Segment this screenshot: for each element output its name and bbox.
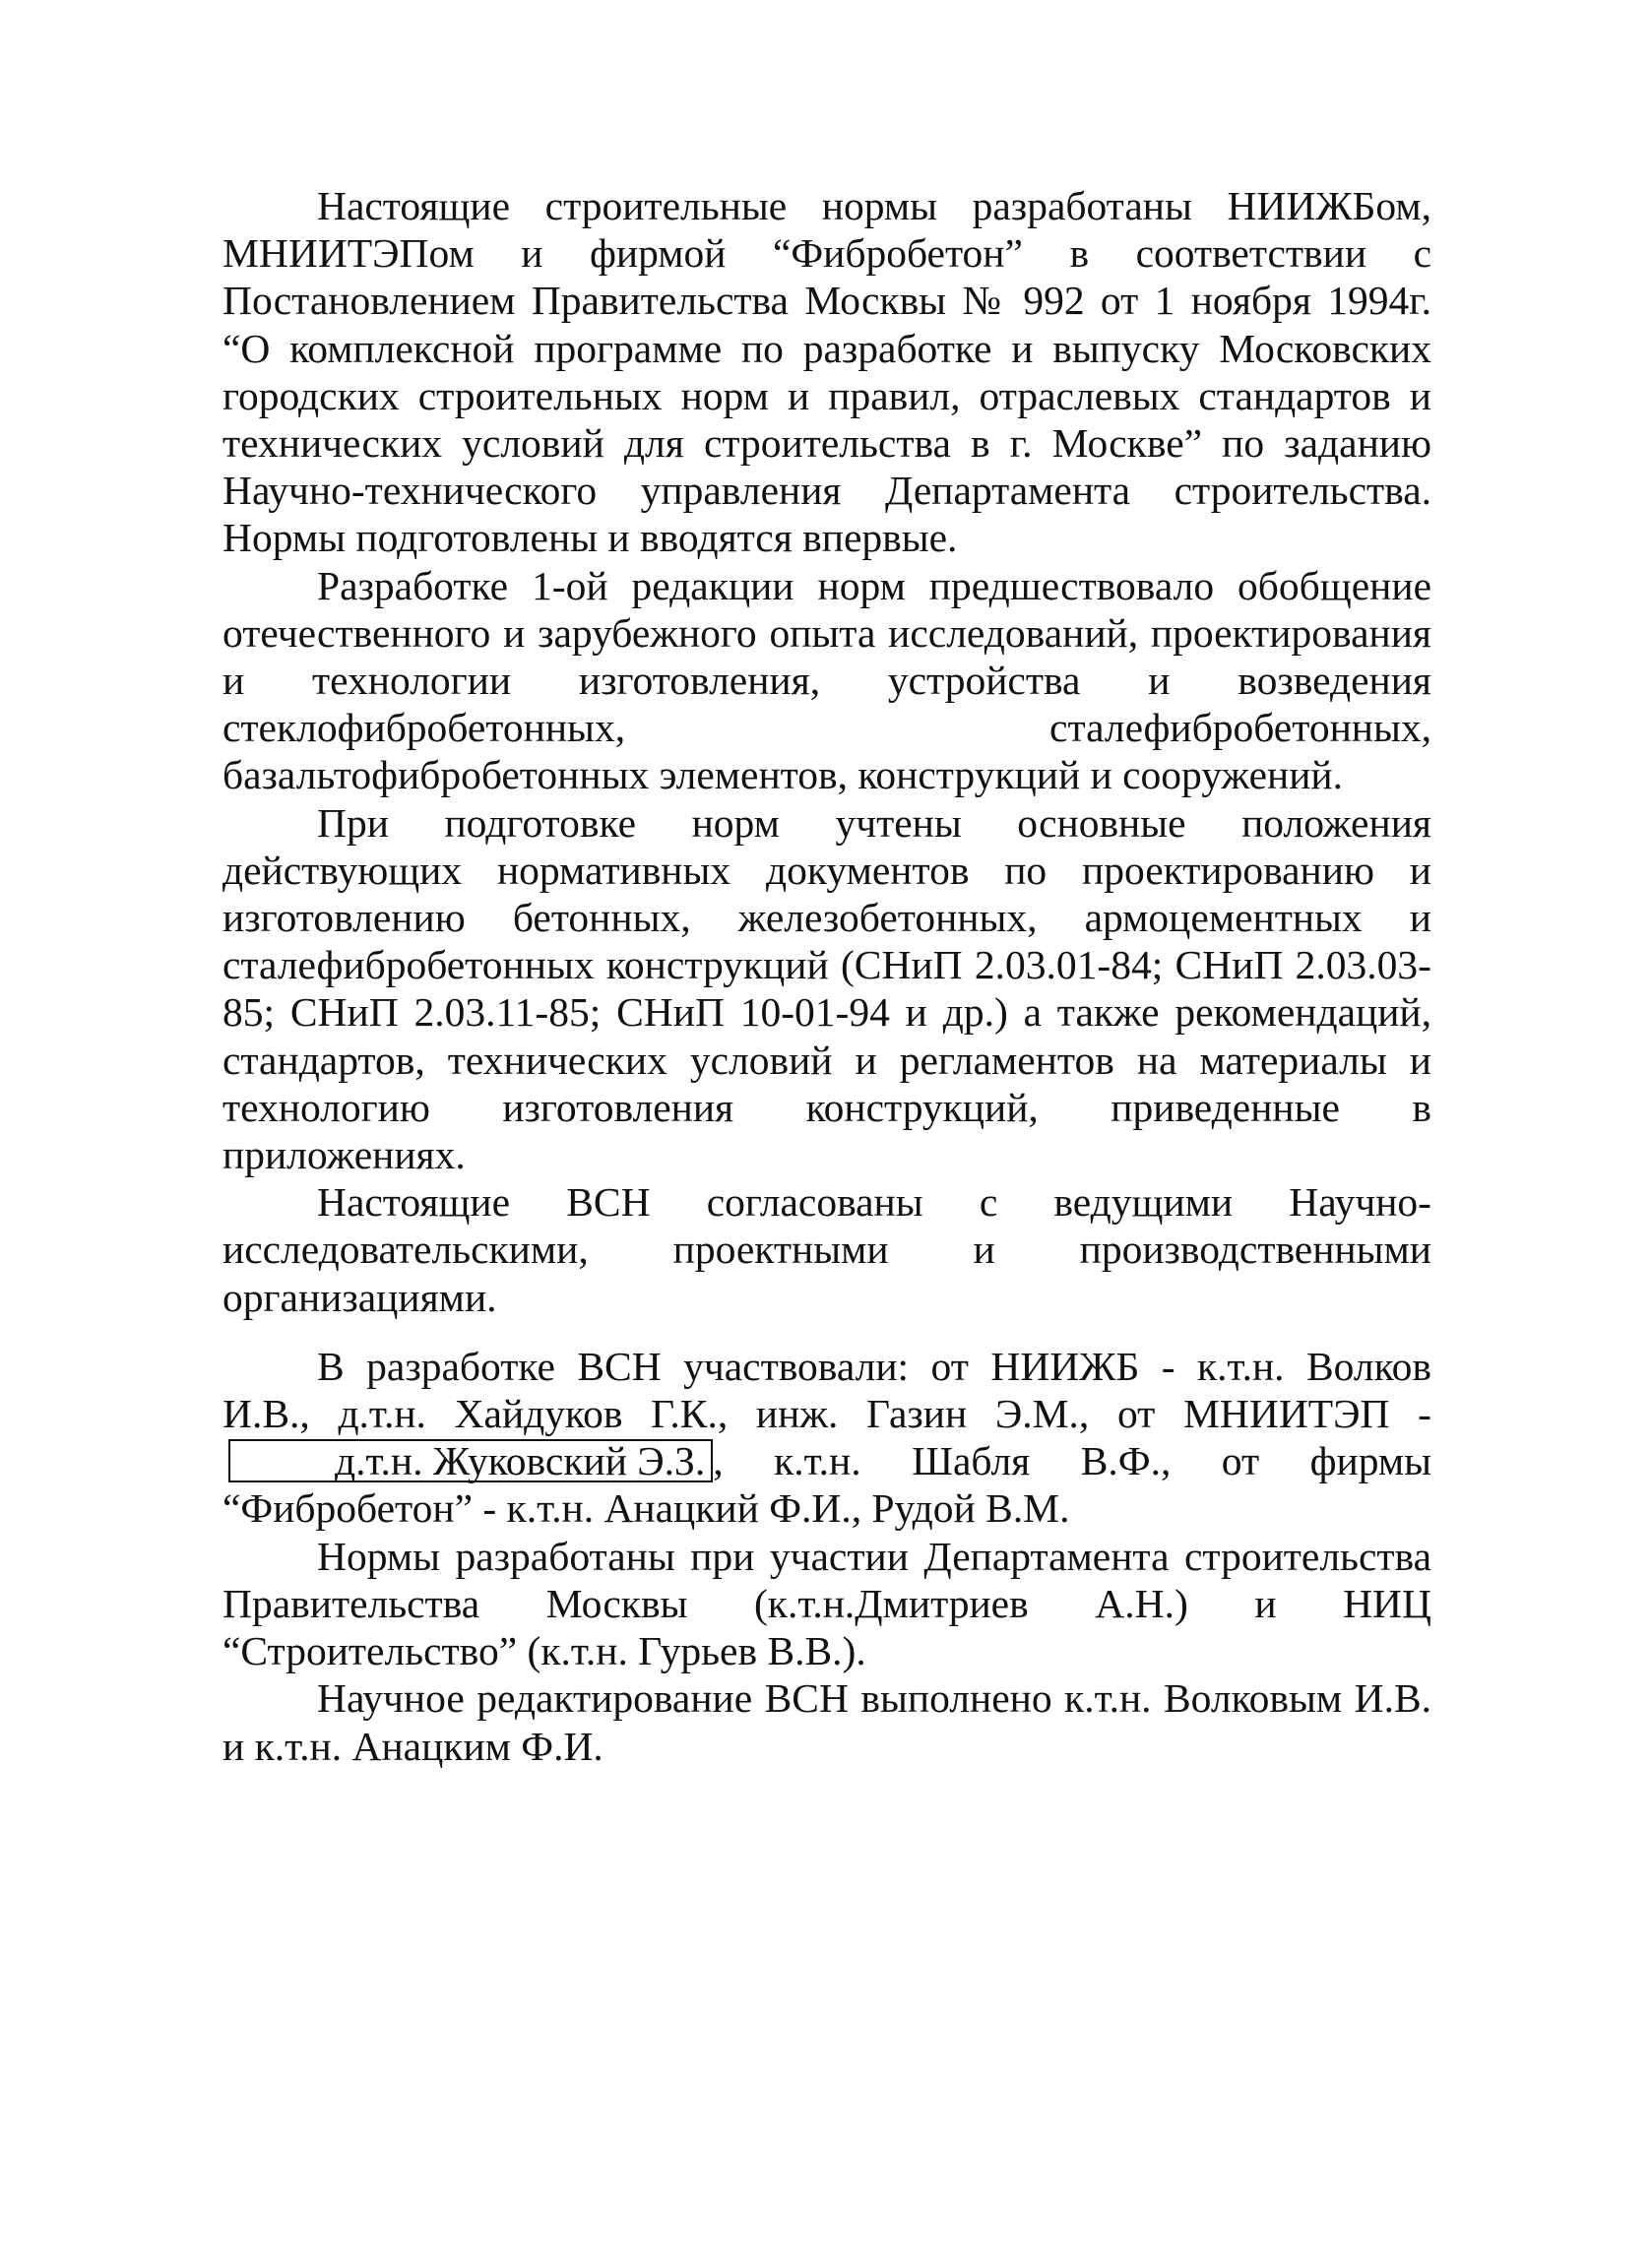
paragraph-department-participation: Нормы разработаны при участии Департамента строительства Правительства Москвы (к.т.н.Дмитриев А.Н.) и НИЦ “Строительство” (к.т.н. Гурьев В.В.). [222, 1533, 1431, 1674]
paragraph-development-basis: Настоящие строительные нормы разработаны НИИЖБом, МНИИТЭПом и фирмой “Фибробетон” в соответствии с Постановлением Правительства Москвы № 992 от 1 ноября 1994г. “О комплексной программе по разработке и выпуску Московских городских строительных норм и правил, отраслевых стандартов и технических условий для строительства в г. Москве” по заданию Научно-технического управления Департамента строительства. Нормы подготовлены и вводятся впервые. [222, 183, 1431, 561]
contributors-text-after: , к.т.н. Шабля В.Ф., от фирмы “Фибробетон” - к.т.н. Анацкий Ф.И., Рудой В.М. [222, 1438, 1431, 1532]
paragraph-contributors [222, 1343, 1431, 1533]
contributors-text-before: В разработке ВСН участвовали: от НИИЖБ - к.т.н. Волков И.В., д.т.н. Хайдуков Г.К., инж. Газин Э.М., от МНИИТЭП - [222, 1343, 1431, 1437]
boxed-contributor-name: д.т.н. Жуковский Э.З. [228, 1439, 713, 1482]
paragraph-spacer [222, 1321, 1431, 1343]
paragraph-approval: Настоящие ВСН согласованы с ведущими Научно-исследовательскими, проектными и производственными организациями. [222, 1179, 1431, 1320]
paragraph-normative-documents: При подготовке норм учтены основные положения действующих нормативных документов по проектированию и изготовлению бетонных, железобетонных, армоцементных и сталефибробетонных конструкций (СНиП 2.03.01-84; СНиП 2.03.03-85; СНиП 2.03.11-85; СНиП 10-01-94 и др.) а также рекомендаций, стандартов, технических условий и регламентов на материалы и технологию изготовления конструкций, приведенные в приложениях. [222, 799, 1431, 1178]
paragraph-first-edition: Разработке 1-ой редакции норм предшествовало обобщение отечественного и зарубежного опыта исследований, проектирования и технологии изготовления, устройства и возведения стеклофибробетонных, сталефибробетонных, базальтофибробетонных элементов, конструкций и сооружений. [222, 562, 1431, 798]
document-page [222, 182, 1431, 1770]
paragraph-scientific-editing: Научное редактирование ВСН выполнено к.т.н. Волковым И.В. и к.т.н. Анацким Ф.И. [222, 1675, 1431, 1769]
